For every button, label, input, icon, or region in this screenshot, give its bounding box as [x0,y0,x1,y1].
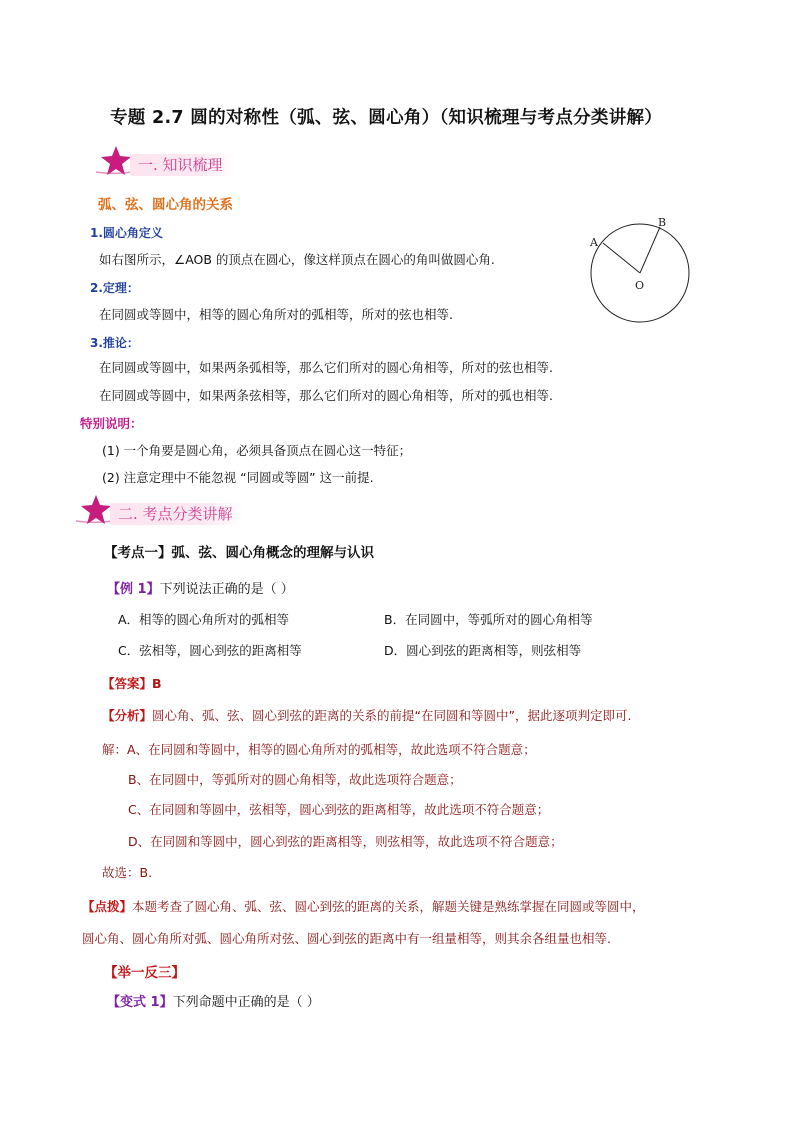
example-1 [107,578,294,597]
special-note-1: (1) 一个角要是圆心角，必须具备顶点在圆心这一特征； [102,443,412,458]
section-banner-exam [72,499,292,527]
example-1-bracket: 【例 1】 [107,582,160,597]
kaodian-1 [104,541,374,561]
radius-oa [603,243,640,273]
tip-line-1 [82,897,645,915]
juyi-fansan: 【举一反三】 [104,965,185,981]
solution-b: B、在同圆中，等弧所对的圆心角相等，故此选项符合题意； [128,772,462,787]
label-b: B [658,216,667,229]
variant-1-text: 下列命题中正确的是（ ） [172,995,320,1010]
answer [102,674,162,692]
solution-c: C、在同圆和等圆中，弦相等，圆心到弦的距离相等，故此选项不符合题意； [128,802,550,817]
example-1-text: 下列说法正确的是（ ） [159,582,294,597]
solution-a: A、在同圆和等圆中，相等的圆心角所对的弧相等，故此选项不符合题意； [127,742,536,757]
variant-1 [107,991,320,1010]
tip-bracket: 【点拨】 [82,899,133,914]
variant-1-bracket: 【变式 1】 [107,995,173,1010]
section-banner-label: 一. 知识梳理 [130,154,233,176]
label-a: A [590,236,598,249]
item3-text-2: 在同圆或等圆中，如果两条弦相等，那么它们所对的圆心角相等，所对的弧也相等. [99,388,553,403]
item1-text: 如右图所示，∠AOB 的顶点在圆心，像这样顶点在圆心的角叫做圆心角. [99,252,495,267]
circle-figure [580,210,700,330]
tip-text-1: 本题考查了圆心角、弧、弦、圆心到弦的距离的关系，解题关键是熟练掌握在同圆或等圆中， [132,899,645,914]
answer-bracket: 【答案】 [102,676,153,691]
analysis [102,706,631,724]
special-note-label: 特别说明： [80,416,143,431]
option-b: B．在同圆中，等弧所对的圆心角相等 [384,612,593,627]
item2-text: 在同圆或等圆中，相等的圆心角所对的弧相等，所对的弦也相等. [99,307,453,322]
kaodian-1-bracket: 【考点一】 [104,545,172,561]
solution-d: D、在同圆和等圆中，圆心到弦的距离相等，则弦相等，故此选项不符合题意； [128,834,563,849]
analysis-bracket: 【分析】 [102,708,153,723]
item1-label: 1.圆心角定义 [90,226,163,240]
answer-text: B [152,676,162,691]
option-d: D．圆心到弦的距离相等，则弦相等 [384,643,582,658]
tip-text-2: 圆心角、圆心角所对弧、圆心角所对弦、圆心到弦的距离中有一组量相等，则其余各组量也相等. [82,931,611,946]
option-a: A．相等的圆心角所对的弧相等 [118,612,290,627]
page-title: 专题 2.7 圆的对称性（弧、弦、圆心角）（知识梳理与考点分类讲解） [110,108,663,128]
analysis-text: 圆心角、弧、弦、圆心到弦的距离的关系的前提“在同圆和等圆中”，据此逐项判定即可. [152,708,632,723]
section-banner-knowledge [92,150,292,178]
label-o: O [635,279,645,292]
special-note-2: (2) 注意定理中不能忽视 “同圆或等圆” 这一前提. [102,470,374,485]
kaodian-1-text: 弧、弦、圆心角概念的理解与认识 [171,545,374,561]
solution-a-line [102,740,536,758]
radius-ob [640,227,660,273]
solution-lead: 解： [102,742,128,757]
section-heading: 弧、弦、圆心角的关系 [98,197,233,213]
section-banner-label: 二. 考点分类讲解 [110,503,243,525]
item3-label: 3.推论： [90,336,139,350]
option-c: C．弦相等，圆心到弦的距离相等 [118,643,302,658]
item2-label: 2.定理： [90,281,139,295]
item3-text-1: 在同圆或等圆中，如果两条弧相等，那么它们所对的圆心角相等，所对的弦也相等. [99,360,553,375]
final-choice: 故选：B. [102,865,153,880]
